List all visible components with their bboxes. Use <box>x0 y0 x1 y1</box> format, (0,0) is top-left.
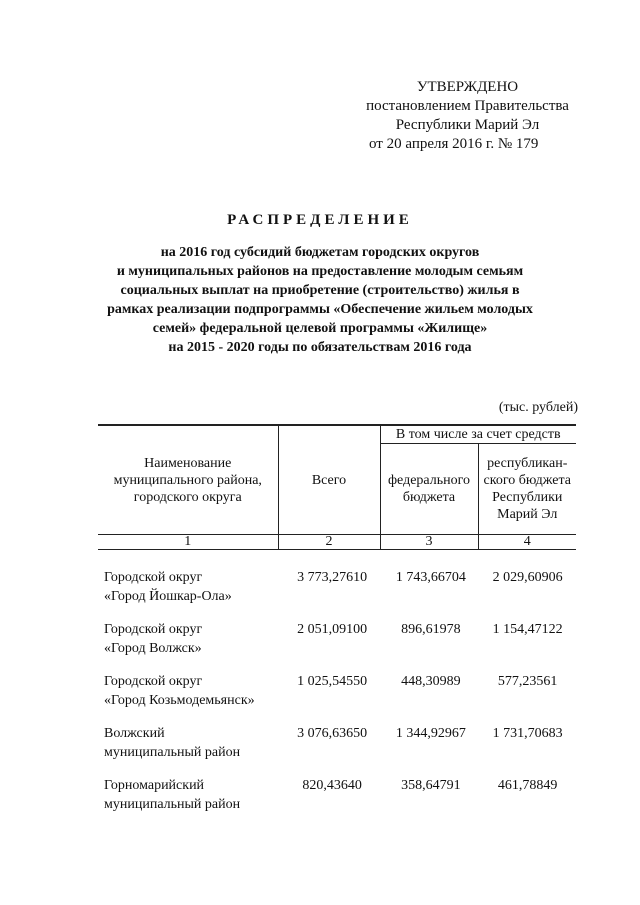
row-name-line: Городской округ <box>104 622 203 637</box>
row-federal: 448,30989 <box>401 674 461 689</box>
row-total: 2 051,09100 <box>297 622 368 637</box>
column-number: 2 <box>278 535 380 550</box>
row-name-line: «Город Йошкар-Ола» <box>104 589 232 604</box>
row-republic: 1 731,70683 <box>492 726 563 741</box>
row-name <box>98 776 282 828</box>
table-row <box>98 776 576 828</box>
table-row <box>98 672 576 724</box>
row-name <box>98 672 282 724</box>
subtitle-line: социальных выплат на приобретение (строительство) жилья в <box>120 283 520 298</box>
row-federal: 358,64791 <box>401 778 461 793</box>
row-name-line: Городской округ <box>104 570 203 585</box>
row-name-line: муниципальный район <box>104 745 241 760</box>
distribution-table-header <box>98 424 576 550</box>
row-total: 3 773,27610 <box>297 570 368 585</box>
row-republic: 1 154,47122 <box>492 622 563 637</box>
subtitle-line: и муниципальных районов на предоставление молодым семьям <box>116 264 524 279</box>
header-group-column: В том числе за счет средств <box>380 425 576 444</box>
row-name-line: Городской округ <box>104 674 203 689</box>
row-republic: 577,23561 <box>497 674 558 689</box>
subtitle-line: на 2015 - 2020 годы по обязательствам 2016 года <box>168 340 472 355</box>
subtitle-line: на 2016 год субсидий бюджетам городских округов <box>160 245 480 260</box>
approval-line-resolution: постановлением Правительства <box>366 98 569 114</box>
subtitle-line: семей» федеральной целевой программы «Жилище» <box>152 321 488 336</box>
row-name-line: Волжский <box>104 726 165 741</box>
table-row <box>98 724 576 776</box>
header-federal-column: федерального бюджета <box>380 444 478 535</box>
approval-block <box>355 78 580 154</box>
header-total-column: Всего <box>278 425 380 535</box>
subtitle-line: рамках реализации подпрограммы «Обеспечение жильем молодых <box>107 302 533 317</box>
row-federal: 896,61978 <box>401 622 461 637</box>
header-name-column: Наименование муниципального района, городского округа <box>98 425 278 535</box>
approval-line-republic: Республики Марий Эл <box>395 117 540 133</box>
table-row <box>98 568 576 620</box>
column-number: 3 <box>380 535 478 550</box>
row-total: 820,43640 <box>302 778 362 793</box>
distribution-table-body <box>98 568 576 828</box>
row-name <box>98 724 282 776</box>
document-title: РАСПРЕДЕЛЕНИЕ <box>227 212 413 228</box>
row-name-line: «Город Козьмодемьянск» <box>104 693 255 708</box>
row-republic: 2 029,60906 <box>492 570 563 585</box>
table-row <box>98 620 576 672</box>
column-number: 1 <box>98 535 278 550</box>
row-name-line: муниципальный район <box>104 797 241 812</box>
row-name-line: «Город Волжск» <box>104 641 202 656</box>
row-name <box>98 568 282 620</box>
row-total: 3 076,63650 <box>297 726 368 741</box>
header-republic-column: республикан-ского бюджета Республики Марий Эл <box>478 444 576 535</box>
row-name <box>98 620 282 672</box>
approval-line-date: от 20 апреля 2016 г. № 179 <box>369 136 539 152</box>
column-number: 4 <box>478 535 576 550</box>
row-federal: 1 743,66704 <box>395 570 466 585</box>
row-federal: 1 344,92967 <box>395 726 466 741</box>
row-name-line: Горномарийский <box>104 778 205 793</box>
row-republic: 461,78849 <box>497 778 558 793</box>
row-total: 1 025,54550 <box>297 674 368 689</box>
document-subtitle <box>90 243 550 357</box>
units-label: (тыс. рублей) <box>498 400 578 415</box>
approval-title: УТВЕРЖДЕНО <box>416 79 519 95</box>
